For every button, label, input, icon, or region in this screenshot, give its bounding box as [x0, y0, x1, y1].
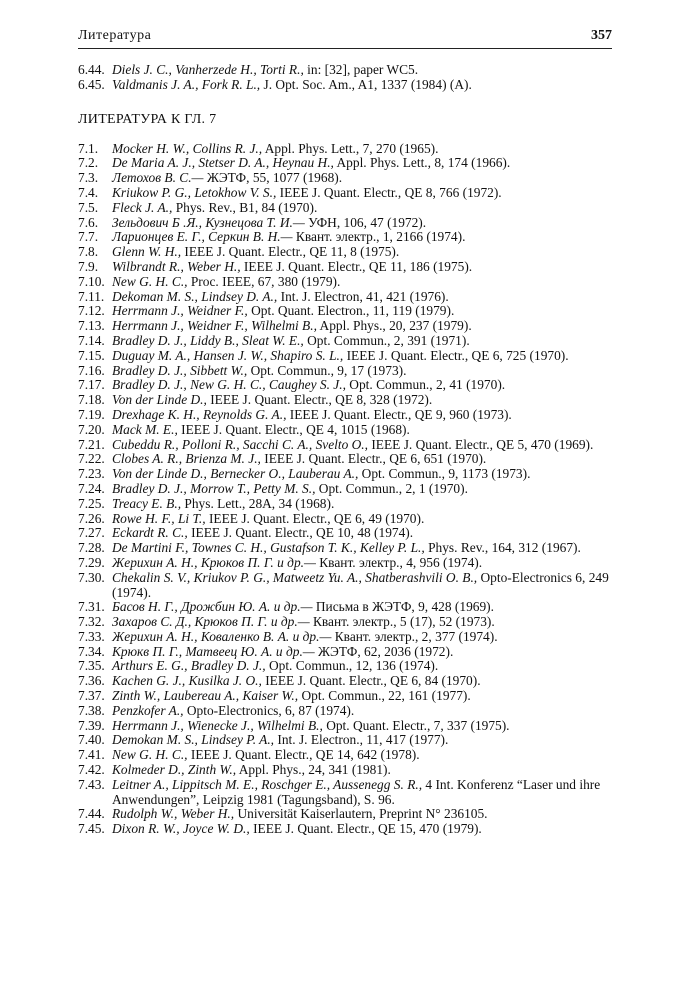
running-head	[78, 28, 612, 49]
reference-entry	[78, 630, 612, 645]
reference-source: IEEE J. Quant. Electr., QE 5, 470 (1969).	[368, 436, 594, 452]
reference-entry	[78, 290, 612, 305]
reference-authors: Крюкв П. Г., Матвеец Ю. А. и др.—	[112, 643, 315, 659]
reference-number: 7.9.	[78, 258, 99, 274]
reference-authors: Drexhage K. H., Reynolds G. A.,	[112, 406, 287, 422]
reference-source: Opt. Commun., 22, 161 (1977).	[298, 688, 471, 704]
reference-authors: Kachen G. J., Kusilka J. O.,	[112, 673, 262, 689]
reference-authors: Duguay M. A., Hansen J. W., Shapiro S. L.,	[112, 347, 344, 363]
reference-entry	[78, 78, 612, 93]
reference-entry	[78, 748, 612, 763]
reference-number: 7.20.	[78, 421, 105, 437]
reference-number: 7.5.	[78, 199, 99, 215]
reference-entry	[78, 452, 612, 467]
reference-source: 4 Int. Konferenz “Laser und ihre Anwendungen”, Leipzig 1981 (Tagungsband), S. 96.	[112, 776, 601, 807]
reference-entry	[78, 600, 612, 615]
reference-source: Квант. электр., 5 (17), 52 (1973).	[309, 614, 495, 630]
reference-number: 7.36.	[78, 673, 105, 689]
reference-entry	[78, 260, 612, 275]
reference-authors: Von der Linde D., Bernecker O., Lauberau A.,	[112, 466, 359, 482]
reference-source: J. Opt. Soc. Am., A1, 1337 (1984) (A).	[260, 76, 472, 92]
reference-entry	[78, 230, 612, 245]
reference-authors: De Martini F., Townes C. H., Gustafson T. K., Kelley P. L.,	[112, 540, 425, 556]
section-title: ЛИТЕРАТУРА К ГЛ. 7	[78, 111, 217, 127]
reference-number: 7.22.	[78, 451, 105, 467]
chapter-7-references	[78, 142, 612, 837]
reference-authors: Herrmann J., Wienecke J., Wilhelmi B.,	[112, 717, 323, 733]
reference-entry	[78, 334, 612, 349]
reference-authors: New G. H. C.,	[112, 273, 188, 289]
reference-source: in: [32], paper WC5.	[303, 62, 419, 77]
reference-number: 7.29.	[78, 554, 105, 570]
reference-source: Int. J. Electron, 41, 421 (1976).	[277, 288, 449, 304]
reference-entry	[78, 526, 612, 541]
reference-number: 7.44.	[78, 806, 105, 822]
reference-authors: Зельдович Б .Я., Кузнецова Т. И.—	[112, 214, 305, 230]
reference-source: Письма в ЖЭТФ, 9, 428 (1969).	[312, 599, 494, 615]
reference-authors: Bradley D. J., Sibbett W.,	[112, 362, 248, 378]
reference-entry	[78, 807, 612, 822]
reference-source: Opt. Commun., 12, 136 (1974).	[265, 658, 439, 674]
reference-source: Opto-Electronics 6, 249 (1974).	[112, 569, 609, 600]
reference-number: 7.45.	[78, 821, 105, 837]
reference-authors: Mocker H. W., Collins R. J.,	[112, 140, 263, 156]
reference-authors: Rowe H. F., Li T.,	[112, 510, 206, 526]
reference-authors: Arthurs E. G., Bradley D. J.,	[112, 658, 266, 674]
reference-authors: Жерихин А. Н., Крюков П. Г. и др.—	[112, 554, 316, 570]
reference-source: Opt. Commun., 2, 391 (1971).	[303, 332, 470, 348]
reference-source: IEEE J. Quant. Electr., QE 6, 725 (1970).	[343, 347, 569, 363]
reference-authors: Басов Н. Г., Дрожбин Ю. А. и др.—	[112, 599, 313, 615]
reference-number: 7.1.	[78, 140, 99, 156]
reference-authors: De Maria A. J., Stetser D. A., Heynau H.,	[112, 155, 334, 171]
reference-authors: Cubeddu R., Polloni R., Sacchi C. A., Svelto O.,	[112, 436, 368, 452]
reference-number: 7.18.	[78, 392, 105, 408]
reference-number: 7.14.	[78, 332, 105, 348]
reference-entry	[78, 275, 612, 290]
reference-source: Opt. Commun., 2, 1 (1970).	[315, 480, 468, 496]
reference-number: 7.23.	[78, 466, 105, 482]
reference-authors: Wilbrandt R., Weber H.,	[112, 258, 241, 274]
reference-entry	[78, 674, 612, 689]
reference-entry	[78, 364, 612, 379]
reference-number: 7.21.	[78, 436, 105, 452]
reference-authors: Летохов В. С.—	[112, 170, 204, 186]
reference-entry	[78, 216, 612, 231]
reference-number: 7.19.	[78, 406, 105, 422]
reference-entry	[78, 171, 612, 186]
reference-source: Opt. Quant. Electron., 11, 119 (1979).	[247, 303, 455, 319]
reference-authors: Diels J. C., Vanherzede H., Torti R.,	[112, 62, 304, 77]
reference-number: 7.15.	[78, 347, 105, 363]
reference-entry	[78, 497, 612, 512]
reference-number: 7.43.	[78, 776, 105, 792]
reference-source: Proc. IEEE, 67, 380 (1979).	[187, 273, 341, 289]
reference-entry	[78, 304, 612, 319]
reference-entry	[78, 689, 612, 704]
reference-entry	[78, 245, 612, 260]
reference-source: Квант. электр., 4, 956 (1974).	[315, 554, 483, 570]
reference-source: Appl. Phys. Lett., 8, 174 (1966).	[333, 155, 511, 171]
reference-number: 7.16.	[78, 362, 105, 378]
reference-authors: Захаров С. Д., Крюков П. Г. и др.—	[112, 614, 310, 630]
reference-source: Opt. Quant. Electr., 7, 337 (1975).	[322, 717, 510, 733]
reference-authors: Demokan M. S., Lindsey P. A.,	[112, 732, 275, 748]
reference-number: 7.42.	[78, 762, 105, 778]
reference-number: 7.6.	[78, 214, 99, 230]
reference-source: IEEE J. Quant. Electr., QE 8, 328 (1972).	[206, 392, 433, 408]
reference-entry	[78, 482, 612, 497]
reference-number: 7.31.	[78, 599, 105, 615]
reference-authors: Valdmanis J. A., Fork R. L.,	[112, 76, 261, 92]
reference-number: 7.4.	[78, 184, 99, 200]
reference-source: IEEE J. Quant. Electr., QE 11, 186 (1975).	[240, 258, 473, 274]
reference-authors: Kriukow P. G., Letokhow V. S.,	[112, 184, 277, 200]
reference-source: IEEE J. Quant. Electr., QE 6, 651 (1970).	[260, 451, 487, 467]
reference-entry	[78, 556, 612, 571]
reference-number: 7.37.	[78, 688, 105, 704]
reference-source: Opt. Commun., 2, 41 (1970).	[345, 377, 506, 393]
reference-authors: Eckardt R. C.,	[112, 525, 188, 541]
reference-authors: Treacy E. B.,	[112, 495, 182, 511]
reference-number: 7.11.	[78, 288, 105, 304]
reference-entry	[78, 393, 612, 408]
reference-list	[78, 63, 612, 837]
reference-source: ЖЭТФ, 55, 1077 (1968).	[203, 170, 343, 186]
reference-source: IEEE J. Quant. Electr., QE 6, 84 (1970).	[261, 673, 481, 689]
reference-number: 7.26.	[78, 510, 105, 526]
reference-entry	[78, 319, 612, 334]
reference-entry	[78, 822, 612, 837]
reference-source: Universität Kaiserlautern, Preprint N° 236105.	[234, 806, 488, 822]
reference-authors: Glenn W. H.,	[112, 244, 182, 260]
reference-source: УФН, 106, 47 (1972).	[304, 214, 427, 230]
reference-source: ЖЭТФ, 62, 2036 (1972).	[314, 643, 454, 659]
reference-source: Квант. электр., 1, 2166 (1974).	[292, 229, 466, 245]
reference-entry	[78, 408, 612, 423]
running-head-title: Литература	[78, 28, 152, 43]
reference-number: 7.25.	[78, 495, 105, 511]
reference-authors: Mack M. E.,	[112, 421, 178, 437]
reference-entry	[78, 423, 612, 438]
reference-entry	[78, 719, 612, 734]
reference-source: Opt. Commun., 9, 1173 (1973).	[358, 466, 531, 482]
reference-number: 7.28.	[78, 540, 105, 556]
reference-source: Opt. Commun., 9, 17 (1973).	[247, 362, 407, 378]
reference-authors: Von der Linde D.,	[112, 392, 207, 408]
reference-source: Opto-Electronics, 6, 87 (1974).	[183, 702, 355, 718]
reference-number: 6.44.	[78, 62, 105, 77]
reference-source: IEEE J. Quant. Electr., QE 11, 8 (1975).	[181, 244, 400, 260]
reference-source: Int. J. Electron., 11, 417 (1977).	[274, 732, 449, 748]
reference-number: 7.35.	[78, 658, 105, 674]
reference-entry	[78, 349, 612, 364]
reference-entry	[78, 378, 612, 393]
reference-entry	[78, 512, 612, 527]
previous-chapter-references	[78, 63, 612, 93]
reference-entry	[78, 571, 612, 601]
reference-number: 7.38.	[78, 702, 105, 718]
reference-number: 7.27.	[78, 525, 105, 541]
reference-authors: Herrmann J., Weidner F., Wilhelmi B.,	[112, 318, 317, 334]
reference-authors: Kolmeder D., Zinth W.,	[112, 762, 237, 778]
reference-number: 7.39.	[78, 717, 105, 733]
reference-entry	[78, 156, 612, 171]
reference-source: Appl. Phys. Lett., 7, 270 (1965).	[262, 140, 439, 156]
reference-authors: Жерихин А. Н., Коваленко В. А. и др.—	[112, 628, 332, 644]
reference-entry	[78, 763, 612, 778]
reference-entry	[78, 186, 612, 201]
reference-authors: Bradley D. J., Morrow T., Petty M. S.,	[112, 480, 316, 496]
reference-source: Appl. Phys., 24, 341 (1981).	[236, 762, 391, 778]
reference-source: IEEE J. Quant. Electr., QE 14, 642 (1978).	[187, 747, 420, 763]
reference-source: Phys. Rev., 164, 312 (1967).	[424, 540, 581, 556]
reference-authors: Rudolph W., Weber H.,	[112, 806, 235, 822]
reference-number: 7.41.	[78, 747, 105, 763]
reference-number: 7.3.	[78, 170, 99, 186]
reference-entry	[78, 63, 612, 78]
reference-authors: Leitner A., Lippitsch M. E., Roschger E., Aussenegg S. R.,	[112, 776, 423, 792]
reference-authors: Herrmann J., Weidner F.,	[112, 303, 248, 319]
reference-source: IEEE J. Quant. Electr., QE 8, 766 (1972).	[276, 184, 502, 200]
reference-source: Phys. Lett., 28A, 34 (1968).	[181, 495, 335, 511]
reference-number: 7.33.	[78, 628, 105, 644]
reference-authors: Bradley D. J., New G. H. C., Caughey S. J.,	[112, 377, 346, 393]
reference-source: IEEE J. Quant. Electr., QE 10, 48 (1974).	[187, 525, 414, 541]
reference-entry	[78, 704, 612, 719]
reference-authors: New G. H. C.,	[112, 747, 188, 763]
reference-entry	[78, 201, 612, 216]
page-number: 357	[591, 28, 612, 43]
reference-number: 7.32.	[78, 614, 105, 630]
reference-source: IEEE J. Quant. Electr., QE 4, 1015 (1968).	[177, 421, 410, 437]
reference-authors: Ларионцев Е. Г., Серкин В. Н.—	[112, 229, 293, 245]
reference-source: IEEE J. Quant. Electr., QE 9, 960 (1973).	[286, 406, 512, 422]
reference-source: Appl. Phys., 20, 237 (1979).	[316, 318, 472, 334]
reference-authors: Penzkofer A.,	[112, 702, 184, 718]
reference-authors: Fleck J. A.,	[112, 199, 173, 215]
reference-number: 7.34.	[78, 643, 105, 659]
reference-number: 7.24.	[78, 480, 105, 496]
reference-entry	[78, 645, 612, 660]
reference-number: 7.2.	[78, 155, 99, 171]
reference-number: 7.12.	[78, 303, 105, 319]
reference-source: IEEE J. Quant. Electr., QE 6, 49 (1970).	[205, 510, 425, 526]
reference-entry	[78, 541, 612, 556]
reference-authors: Dixon R. W., Joyce W. D.,	[112, 821, 250, 837]
reference-authors: Clobes A. R., Brienza M. J.,	[112, 451, 261, 467]
reference-source: Квант. электр., 2, 377 (1974).	[331, 628, 498, 644]
reference-entry	[78, 438, 612, 453]
reference-entry	[78, 142, 612, 157]
reference-entry	[78, 615, 612, 630]
reference-number: 7.7.	[78, 229, 99, 245]
reference-authors: Bradley D. J., Liddy B., Sleat W. E.,	[112, 332, 304, 348]
reference-authors: Chekalin S. V., Kriukov P. G., Matweetz Yu. A., Shatberashvili O. B.,	[112, 569, 478, 585]
reference-number: 6.45.	[78, 76, 105, 92]
reference-number: 7.30.	[78, 569, 105, 585]
reference-number: 7.17.	[78, 377, 105, 393]
reference-number: 7.13.	[78, 318, 105, 334]
reference-authors: Dekoman M. S., Lindsey D. A.,	[112, 288, 278, 304]
reference-entry	[78, 467, 612, 482]
reference-number: 7.40.	[78, 732, 105, 748]
reference-number: 7.8.	[78, 244, 99, 260]
reference-entry	[78, 659, 612, 674]
reference-entry	[78, 733, 612, 748]
reference-authors: Zinth W., Laubereau A., Kaiser W.,	[112, 688, 299, 704]
reference-number: 7.10.	[78, 273, 105, 289]
reference-source: IEEE J. Quant. Electr., QE 15, 470 (1979).	[249, 821, 482, 837]
reference-entry	[78, 778, 612, 808]
reference-source: Phys. Rev., B1, 84 (1970).	[172, 199, 318, 215]
